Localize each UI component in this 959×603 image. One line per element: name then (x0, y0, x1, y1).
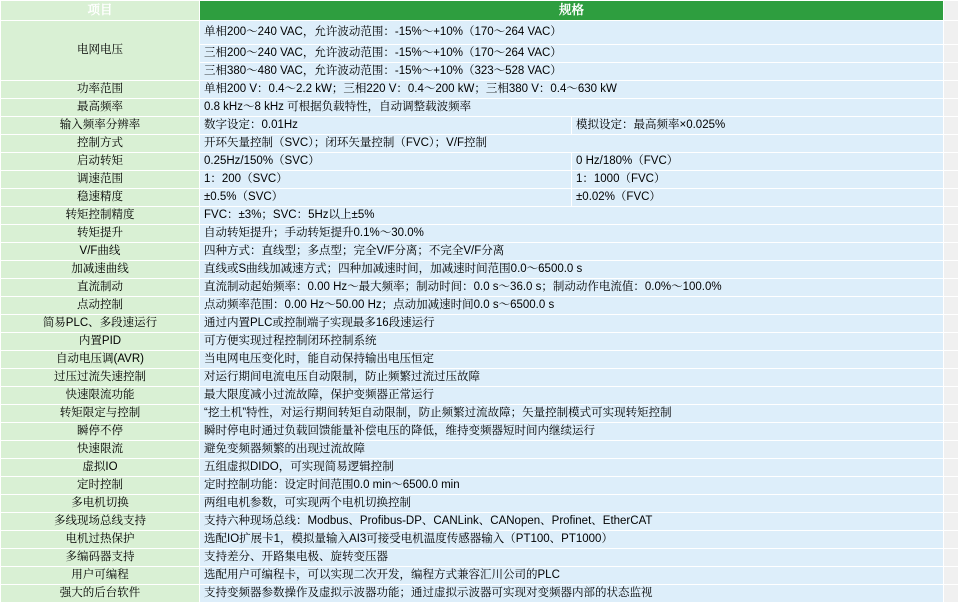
row-label: 电网电压 (1, 21, 200, 81)
row-label: 过压过流失速控制 (1, 369, 200, 387)
row-value: 三相200～240 VAC，允许波动范围：-15%～+10%（170～264 VAC） (200, 45, 944, 63)
table-row (1, 171, 959, 189)
scrollbar-track[interactable] (944, 225, 959, 243)
scrollbar-track[interactable] (944, 477, 959, 495)
row-value: 对运行期间电流电压自动限制，防止频繁过流过压故障 (200, 369, 944, 387)
row-value: 支持变频器参数操作及虚拟示波器功能；通过虚拟示波器可实现对变频器内部的状态监视 (200, 585, 944, 603)
row-label: 电机过热保护 (1, 531, 200, 549)
row-label: 稳速精度 (1, 189, 200, 207)
scrollbar-track[interactable] (944, 459, 959, 477)
row-label: 转矩限定与控制 (1, 405, 200, 423)
scrollbar-track[interactable] (944, 297, 959, 315)
row-value: 单相200～240 VAC，允许波动范围：-15%～+10%（170～264 VAC） (200, 21, 944, 45)
scrollbar-track[interactable] (944, 45, 959, 63)
row-label: 快速限流功能 (1, 387, 200, 405)
row-value: 最大限度减小过流故障，保护变频器正常运行 (200, 387, 944, 405)
row-label: 功率范围 (1, 81, 200, 99)
row-label: 点动控制 (1, 297, 200, 315)
row-value: 单相200 V：0.4～2.2 kW；三相220 V：0.4～200 kW；三相380 V：0.4～630 kW (200, 81, 944, 99)
row-value: 通过内置PLC或控制端子实现最多16段速运行 (200, 315, 944, 333)
row-value: 当电网电压变化时，能自动保持输出电压恒定 (200, 351, 944, 369)
row-label: 快速限流 (1, 441, 200, 459)
row-label: 自动电压调(AVR) (1, 351, 200, 369)
row-label: 用户可编程 (1, 567, 200, 585)
row-value: 支持差分、开路集电极、旋转变压器 (200, 549, 944, 567)
table-row (1, 333, 959, 351)
scrollbar-track[interactable] (944, 513, 959, 531)
table-body (1, 21, 959, 603)
scrollbar-track[interactable] (944, 405, 959, 423)
table-row (1, 495, 959, 513)
row-value: 选配用户可编程卡，可以实现二次开发，编程方式兼容汇川公司的PLC (200, 567, 944, 585)
scrollbar-track[interactable] (944, 81, 959, 99)
row-value: “挖土机”特性，对运行期间转矩自动限制，防止频繁过流故障；矢量控制模式可实现转矩控制 (200, 405, 944, 423)
row-value: 支持六种现场总线：Modbus、Profibus-DP、CANLink、CANopen、Profinet、EtherCAT (200, 513, 944, 531)
scrollbar-track[interactable] (944, 351, 959, 369)
row-value: FVC：±3%；SVC：5Hz以上±5% (200, 207, 944, 225)
row-value: 定时控制功能：设定时间范围0.0 min～6500.0 min (200, 477, 944, 495)
table-row (1, 423, 959, 441)
column-header-spec: 规格 (200, 1, 944, 21)
row-label: V/F曲线 (1, 243, 200, 261)
row-value: 直线或S曲线加减速方式；四种加减速时间，加减速时间范围0.0～6500.0 s (200, 261, 944, 279)
scrollbar-track[interactable] (944, 567, 959, 585)
table-row (1, 549, 959, 567)
scrollbar-track[interactable] (944, 315, 959, 333)
row-label: 控制方式 (1, 135, 200, 153)
scrollbar-track[interactable] (944, 495, 959, 513)
row-value: 点动频率范围：0.00 Hz～50.00 Hz；点动加减速时间0.0 s～6500.0 s (200, 297, 944, 315)
row-value: ±0.02%（FVC） (572, 189, 944, 207)
scrollbar-track[interactable] (944, 531, 959, 549)
table-row (1, 441, 959, 459)
table-row (1, 261, 959, 279)
scrollbar-track[interactable] (944, 279, 959, 297)
row-value: 0 Hz/180%（FVC） (572, 153, 944, 171)
row-label: 强大的后台软件 (1, 585, 200, 603)
scrollbar-track[interactable] (944, 549, 959, 567)
table-row (1, 567, 959, 585)
scrollbar-track[interactable] (944, 21, 959, 45)
table-row (1, 405, 959, 423)
scrollbar[interactable] (944, 1, 959, 21)
scrollbar-track[interactable] (944, 261, 959, 279)
row-label: 加减速曲线 (1, 261, 200, 279)
row-value: 0.25Hz/150%（SVC） (200, 153, 572, 171)
row-value: ±0.5%（SVC） (200, 189, 572, 207)
row-value: 选配IO扩展卡1，模拟量输入AI3可接受电机温度传感器输入（PT100、PT1000） (200, 531, 944, 549)
row-value: 两组电机参数，可实现两个电机切换控制 (200, 495, 944, 513)
table-row (1, 351, 959, 369)
row-value: 1：200（SVC） (200, 171, 572, 189)
row-label: 启动转矩 (1, 153, 200, 171)
table-row (1, 21, 959, 45)
table-row (1, 117, 959, 135)
table-row (1, 387, 959, 405)
row-label: 调速范围 (1, 171, 200, 189)
scrollbar-track[interactable] (944, 369, 959, 387)
row-value: 开环矢量控制（SVC）；闭环矢量控制（FVC）；V/F控制 (200, 135, 944, 153)
table-row (1, 585, 959, 603)
row-label: 最高频率 (1, 99, 200, 117)
row-value: 四种方式：直线型；多点型；完全V/F分离；不完全V/F分离 (200, 243, 944, 261)
row-label: 内置PID (1, 333, 200, 351)
row-label: 瞬停不停 (1, 423, 200, 441)
table-header (1, 1, 959, 21)
scrollbar-track[interactable] (944, 135, 959, 153)
row-label: 简易PLC、多段速运行 (1, 315, 200, 333)
table-header-row (1, 1, 959, 21)
row-value: 瞬时停电时通过负载回馈能量补偿电压的降低，维持变频器短时间内继续运行 (200, 423, 944, 441)
scrollbar-track[interactable] (944, 207, 959, 225)
row-value: 0.8 kHz～8 kHz 可根据负载特性，自动调整载波频率 (200, 99, 944, 117)
table-row (1, 459, 959, 477)
table-row (1, 81, 959, 99)
table-row (1, 369, 959, 387)
column-header-item: 项目 (1, 1, 200, 21)
table-row (1, 297, 959, 315)
scrollbar-track[interactable] (944, 63, 959, 81)
table-row (1, 189, 959, 207)
scrollbar-track[interactable] (944, 117, 959, 135)
table-row (1, 207, 959, 225)
row-value: 自动转矩提升；手动转矩提升0.1%～30.0% (200, 225, 944, 243)
table-row (1, 315, 959, 333)
row-label: 转矩控制精度 (1, 207, 200, 225)
scrollbar-track[interactable] (944, 585, 959, 603)
scrollbar-track[interactable] (944, 243, 959, 261)
scrollbar-track[interactable] (944, 189, 959, 207)
scrollbar-track[interactable] (944, 99, 959, 117)
row-value: 五组虚拟DIDO，可实现简易逻辑控制 (200, 459, 944, 477)
table-row (1, 225, 959, 243)
row-label: 多编码器支持 (1, 549, 200, 567)
scrollbar-track[interactable] (944, 171, 959, 189)
table-row (1, 243, 959, 261)
table-row (1, 531, 959, 549)
row-label: 多线现场总线支持 (1, 513, 200, 531)
table-row (1, 279, 959, 297)
row-label: 虚拟IO (1, 459, 200, 477)
scrollbar-track[interactable] (944, 333, 959, 351)
row-label: 转矩提升 (1, 225, 200, 243)
row-value: 三相380～480 VAC，允许波动范围：-15%～+10%（323～528 VAC） (200, 63, 944, 81)
row-label: 直流制动 (1, 279, 200, 297)
row-value: 直流制动起始频率：0.00 Hz～最大频率；制动时间：0.0 s～36.0 s；制动动作电流值：0.0%～100.0% (200, 279, 944, 297)
row-value: 可方便实现过程控制闭环控制系统 (200, 333, 944, 351)
scrollbar-track[interactable] (944, 441, 959, 459)
scrollbar-track[interactable] (944, 423, 959, 441)
row-label: 定时控制 (1, 477, 200, 495)
table-row (1, 153, 959, 171)
table-row (1, 99, 959, 117)
row-value: 避免变频器频繁的出现过流故障 (200, 441, 944, 459)
table-row (1, 477, 959, 495)
row-value: 1：1000（FVC） (572, 171, 944, 189)
table-row (1, 135, 959, 153)
row-value: 模拟设定：最高频率×0.025% (572, 117, 944, 135)
table-row (1, 513, 959, 531)
scrollbar-track[interactable] (944, 153, 959, 171)
row-value: 数字设定：0.01Hz (200, 117, 572, 135)
row-label: 多电机切换 (1, 495, 200, 513)
row-label: 输入频率分辨率 (1, 117, 200, 135)
scrollbar-track[interactable] (944, 387, 959, 405)
